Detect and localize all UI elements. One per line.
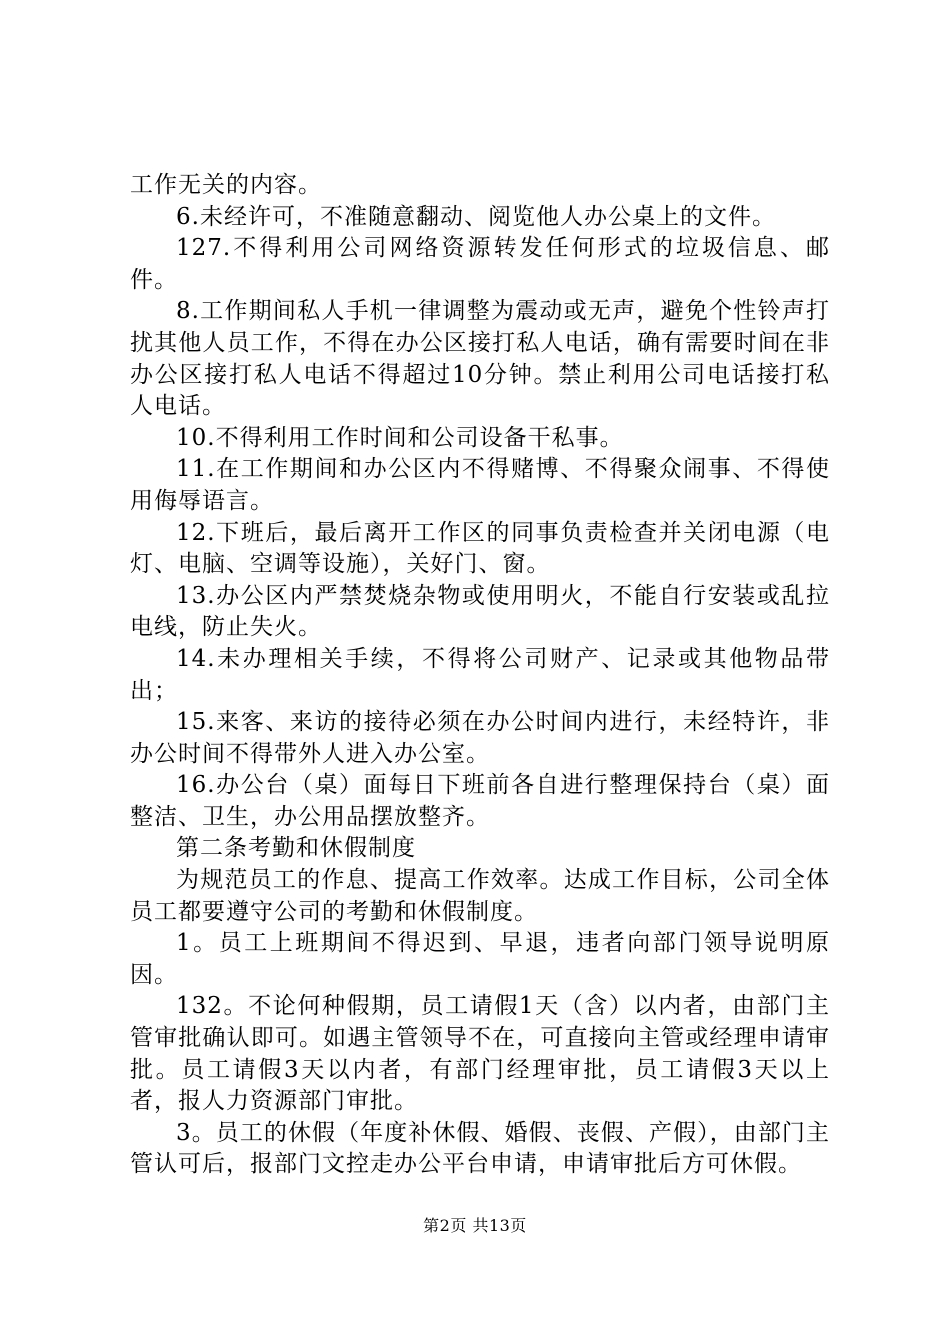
section-intro: 为规范员工的作息、提高工作效率。达成工作目标，公司全体员工都要遵守公司的考勤和休假制度。 xyxy=(130,867,830,925)
paragraph-item-15: 15.来客、来访的接待必须在办公时间内进行，未经特许，非办公时间不得带外人进入办公室。 xyxy=(130,709,830,767)
document-body xyxy=(130,170,830,1181)
page-number-footer: 第2页 共13页 xyxy=(423,1216,527,1235)
paragraph-rule-3: 3。员工的休假（年度补休假、婚假、丧假、产假），由部门主管认可后，报部门文控走办公平台申请，申请审批后方可休假。 xyxy=(130,1119,830,1178)
paragraph-item-16: 16.办公台（桌）面每日下班前各自进行整理保持台（桌）面整洁、卫生，办公用品摆放整齐。 xyxy=(130,772,830,830)
paragraph-item-12: 12.下班后，最后离开工作区的同事负责检查并关闭电源（电灯、电脑、空调等设施），关好门、窗。 xyxy=(130,519,830,578)
paragraph-item-11: 11.在工作期间和办公区内不得赌博、不得聚众闹事、不得使用侮辱语言。 xyxy=(130,456,830,514)
paragraph-item-13: 13.办公区内严禁焚烧杂物或使用明火，不能自行安装或乱拉电线，防止失火。 xyxy=(130,582,830,641)
paragraph-item-14: 14.未办理相关手续，不得将公司财产、记录或其他物品带出； xyxy=(130,645,830,704)
paragraph-item-10: 10.不得利用工作时间和公司设备干私事。 xyxy=(176,424,624,451)
paragraph-continuation: 工作无关的内容。 xyxy=(130,172,322,198)
paragraph-rule-2: 132。不论何种假期，员工请假1天（含）以内者，由部门主管审批确认即可。如遇主管领导不在，可直接向主管或经理申请审批。员工请假3天以内者，有部门经理审批，员工请假3天以上者，报人力资源部门审批。 xyxy=(130,993,830,1115)
paragraph-rule-1: 1。员工上班期间不得迟到、早退，违者向部门领导说明原因。 xyxy=(130,930,830,988)
paragraph-item-6: 6.未经许可，不准随意翻动、阅览他人办公桌上的文件。 xyxy=(176,203,776,230)
section-heading: 第二条考勤和休假制度 xyxy=(176,835,416,862)
paragraph-item-8: 8.工作期间私人手机一律调整为震动或无声，避免个性铃声打扰其他人员工作，不得在办公区接打私人电话，确有需要时间在非办公区接打私人电话不得超过10分钟。禁止利用公司电话接打私人电话。 xyxy=(130,298,830,420)
paragraph-item-7: 127.不得利用公司网络资源转发任何形式的垃圾信息、邮件。 xyxy=(130,235,830,293)
